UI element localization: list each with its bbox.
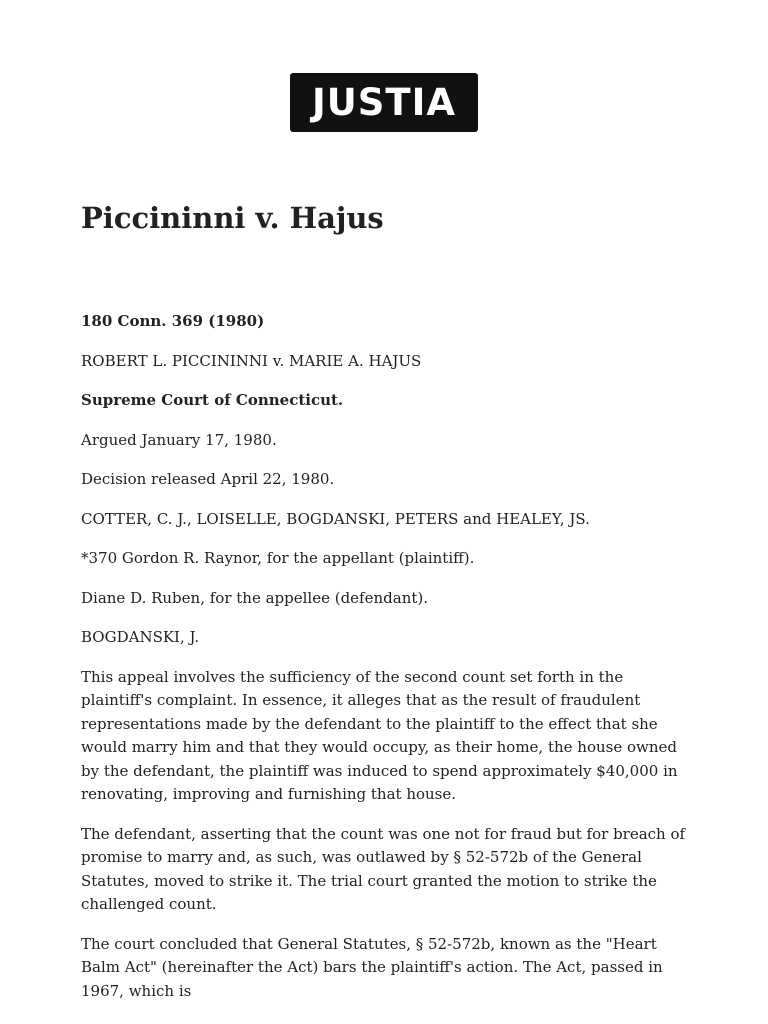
decision-date: Decision released April 22, 1980.	[81, 470, 335, 488]
appellant-counsel: *370 Gordon R. Raynor, for the appellant (plaintiff).	[81, 549, 475, 567]
appellee-counsel: Diane D. Ruben, for the appellee (defendant).	[81, 588, 428, 607]
parties: ROBERT L. PICCININNI v. MARIE A. HAJUS	[81, 351, 422, 370]
opinion-body	[81, 666, 691, 1004]
justia-logo[interactable]: JUSTIA	[290, 73, 478, 132]
case-metadata	[81, 310, 691, 650]
case-content	[81, 196, 691, 1019]
citation: 180 Conn. 369 (1980)	[81, 312, 265, 330]
case-title: Piccininni v. Hajus	[81, 201, 384, 235]
argued-date: Argued January 17, 1980.	[81, 430, 277, 449]
court-name: Supreme Court of Connecticut.	[81, 391, 344, 409]
judges: COTTER, C. J., LOISELLE, BOGDANSKI, PETERS and HEALEY, JS.	[81, 509, 590, 528]
opinion-paragraph: The court concluded that General Statutes, § 52-572b, known as the "Heart Balm Act" (hereinafter the Act) bars the plaintiff's action. The Act, passed in 1967, which is	[81, 934, 663, 1000]
opinion-paragraph: The defendant, asserting that the count was one not for fraud but for breach of promise to marry and, as such, was outlawed by § 52-572b of the General Statutes, moved to strike it. The trial court granted the motion to strike the challenged count.	[81, 824, 686, 913]
opinion-paragraph: This appeal involves the sufficiency of the second count set forth in the plaintiff's complaint. In essence, it alleges that as the result of fraudulent representations made by the defendant to the plaintiff to the effect that she would marry him and that they would occupy, as their home, the house owned by the defendant, the plaintiff was induced to spend approximately $40,000 in renovating, improving and furnishing that house.	[81, 667, 678, 803]
logo-container	[0, 73, 768, 132]
opinion-author: BOGDANSKI, J.	[81, 628, 200, 646]
